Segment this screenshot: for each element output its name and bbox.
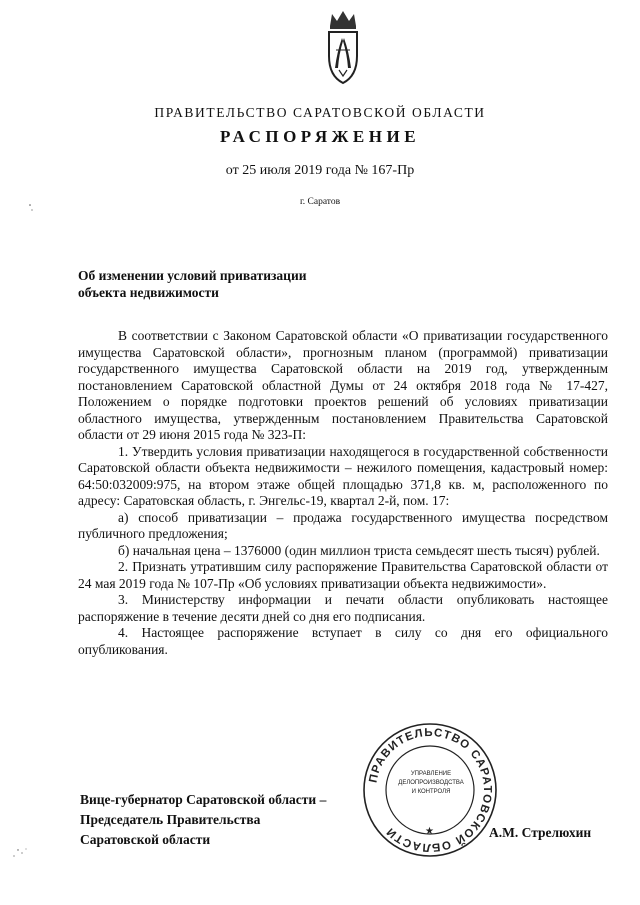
clause-paragraph: а) способ приватизации – продажа государственного имущества посредством публичного предложения; xyxy=(78,509,608,541)
signatory-line: Председатель Правительства xyxy=(80,812,261,827)
clause-paragraph: б) начальная цена – 1376000 (один миллион триста семьдесят шесть тысяч) рублей. xyxy=(118,542,600,558)
stamp-inner-text: УПРАВЛЕНИЕ ДЕЛОПРОИЗВОДСТВА И КОНТРОЛЯ xyxy=(398,771,464,795)
subject-line: объекта недвижимости xyxy=(78,284,219,300)
signatory-line: Саратовской области xyxy=(80,832,211,847)
document-date-number: от 25 июля 2019 года № 167-Пр xyxy=(225,163,415,178)
stamp-star-icon: ★ xyxy=(425,826,434,837)
clause-paragraph: 1. Утвердить условия приватизации находящегося в государственной собственности Саратовской области объекта недвижимости – нежилого помещения, кадастровый номер: 64:50:032009:975, на втором этаже общей площадью 371,8 кв. м, расположенного по адресу: Саратовская область, г. Энгельс-19, квартал 2-й, пом. 17: xyxy=(78,443,608,508)
subject-line: Об изменении условий приватизации xyxy=(78,268,307,283)
signatory-name: А.М. Стрелюхин xyxy=(489,825,592,840)
government-title: ПРАВИТЕЛЬСТВО САРАТОВСКОЙ ОБЛАСТИ xyxy=(154,105,486,120)
clause-paragraph: 4. Настоящее распоряжение вступает в силу со дня его официального опубликования. xyxy=(78,625,608,657)
svg-text:ПРАВИТЕЛЬСТВО САРАТОВСКОЙ ОБЛА: ПРАВИТЕЛЬСТВО САРАТОВСКОЙ ОБЛАСТИ xyxy=(367,726,494,854)
document-city: г. Саратов xyxy=(299,197,341,207)
clause-paragraph: 3. Министерству информации и печати области опубликовать настоящее распоряжение в течение десяти дней со дня его подписания. xyxy=(78,592,608,624)
preamble-paragraph: В соответствии с Законом Саратовской области «О приватизации государственного имущества Саратовской области», прогнозным планом (программой) приватизации государственного имущества Саратовской области на 2019 год, утвержденным постановлением Саратовской областной Думы от 24 октября 2018 года № 17-427, Положением о порядке подготовки проектов решений об условиях приватизации областного имущества, утвержденным постановлением Правительства Саратовской области от 29 июня 2015 года № 323-П: xyxy=(78,328,608,442)
saratov-coat-of-arms-icon xyxy=(324,10,362,86)
document-body xyxy=(78,328,608,658)
document-type: РАСПОРЯЖЕНИЕ xyxy=(219,127,421,146)
document-subject xyxy=(78,268,398,301)
clause-paragraph: 2. Признать утратившим силу распоряжение Правительства Саратовской области от 24 мая 2019 года № 107-Пр «Об условиях приватизации объекта недвижимости». xyxy=(78,559,608,591)
signatory-title xyxy=(80,790,380,850)
signatory-line: Вице-губернатор Саратовской области – xyxy=(80,792,327,807)
